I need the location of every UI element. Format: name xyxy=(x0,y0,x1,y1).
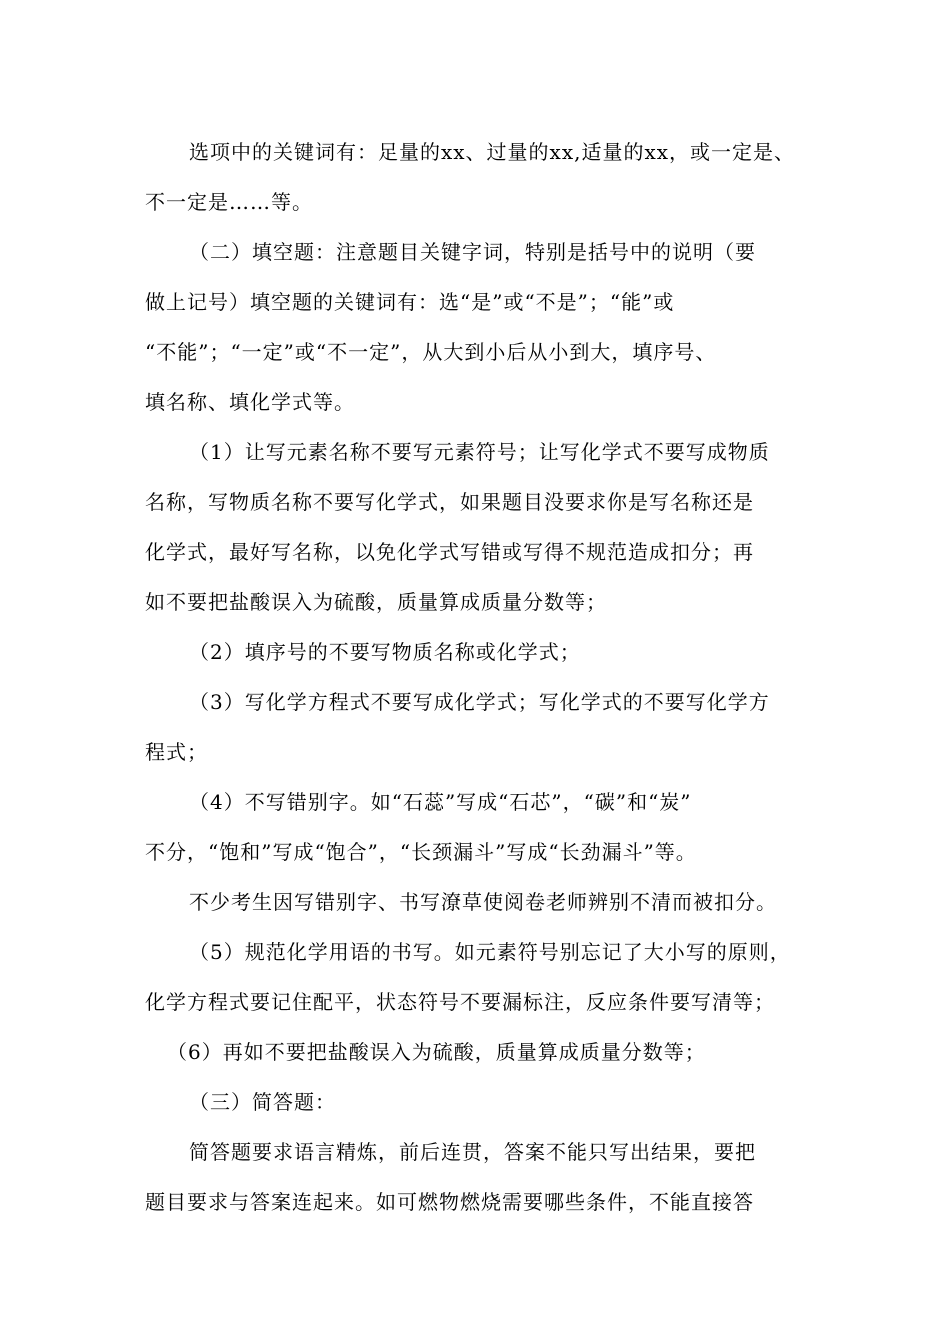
text-line: （三）简答题： xyxy=(189,1090,336,1114)
text-line: （二）填空题：注意题目关键字词，特别是括号中的说明（要 xyxy=(189,240,756,264)
text-line: 名称，写物质名称不要写化学式，如果题目没要求你是写名称还是 xyxy=(145,490,754,514)
text-line: （6）再如不要把盐酸误入为硫酸，质量算成质量分数等； xyxy=(167,1040,706,1064)
text-line: 做上记号）填空题的关键词有：选“是”或“不是”；“能”或 xyxy=(145,290,675,314)
text-line: 不一定是……等。 xyxy=(145,190,313,214)
text-line: （4）不写错别字。如“石蕊”写成“石芯”，“碳”和“炭” xyxy=(189,790,692,814)
text-line: 填名称、填化学式等。 xyxy=(145,390,355,414)
text-line: “不能”；“一定”或“不一定”，从大到小后从小到大，填序号、 xyxy=(145,340,717,364)
text-line: 题目要求与答案连起来。如可燃物燃烧需要哪些条件，不能直接答 xyxy=(145,1190,754,1214)
text-line: 程式； xyxy=(145,740,208,764)
text-line: 如不要把盐酸误入为硫酸，质量算成质量分数等； xyxy=(145,590,607,614)
text-line: 简答题要求语言精炼，前后连贯，答案不能只写出结果，要把 xyxy=(189,1140,756,1164)
text-line: 不少考生因写错别字、书写潦草使阅卷老师辨别不清而被扣分。 xyxy=(189,890,777,914)
text-line: （5）规范化学用语的书写。如元素符号别忘记了大小写的原则， xyxy=(189,940,791,964)
text-line: 不分，“饱和”写成“饱合”，“长颈漏斗”写成“长劲漏斗”等。 xyxy=(145,840,697,864)
document-body xyxy=(145,127,813,1227)
text-line: 选项中的关键词有：足量的xx、过量的xx,适量的xx，或一定是、 xyxy=(189,140,796,164)
text-line: 化学式，最好写名称，以免化学式写错或写得不规范造成扣分；再 xyxy=(145,540,754,564)
text-line: （3）写化学方程式不要写成化学式；写化学式的不要写化学方 xyxy=(189,690,770,714)
text-line: （2）填序号的不要写物质名称或化学式； xyxy=(189,640,581,664)
text-line: 化学方程式要记住配平，状态符号不要漏标注，反应条件要写清等； xyxy=(145,990,775,1014)
text-line: （1）让写元素名称不要写元素符号；让写化学式不要写成物质 xyxy=(189,440,770,464)
